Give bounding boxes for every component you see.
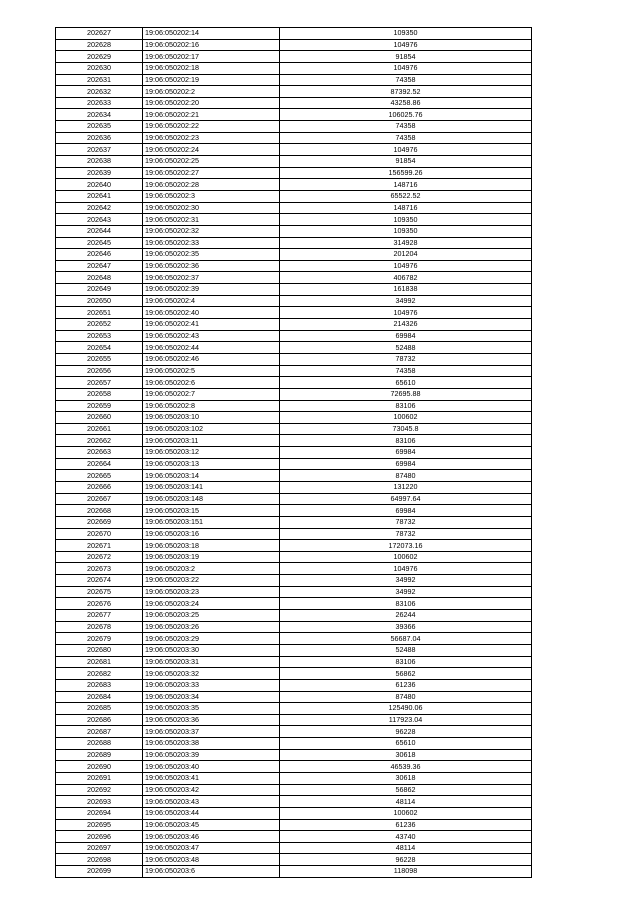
value-cell: 61236 [280,679,532,691]
table-row [56,866,532,878]
cadastral-number-cell: 19:06:050202:4 [143,295,280,307]
value-cell: 161838 [280,284,532,296]
row-number-cell: 202672 [56,551,143,563]
row-number-cell: 202686 [56,714,143,726]
cadastral-number-cell: 19:06:050203:47 [143,842,280,854]
row-number-cell: 202671 [56,540,143,552]
cadastral-number-cell: 19:06:050202:43 [143,330,280,342]
value-cell: 65522.52 [280,190,532,202]
cadastral-number-cell: 19:06:050203:2 [143,563,280,575]
value-cell: 91854 [280,156,532,168]
row-number-cell: 202643 [56,214,143,226]
value-cell: 156599.26 [280,167,532,179]
value-cell: 69984 [280,447,532,459]
value-cell: 43740 [280,831,532,843]
value-cell: 109350 [280,214,532,226]
row-number-cell: 202684 [56,691,143,703]
value-cell: 74358 [280,74,532,86]
cadastral-number-cell: 19:06:050203:6 [143,866,280,878]
table-row [56,854,532,866]
cadastral-number-cell: 19:06:050203:141 [143,481,280,493]
cadastral-number-cell: 19:06:050203:41 [143,773,280,785]
cadastral-number-cell: 19:06:050202:41 [143,319,280,331]
cadastral-number-cell: 19:06:050203:24 [143,598,280,610]
table-row [56,505,532,517]
value-cell: 72695.88 [280,388,532,400]
value-cell: 91854 [280,51,532,63]
row-number-cell: 202668 [56,505,143,517]
cadastral-number-cell: 19:06:050202:19 [143,74,280,86]
table-row [56,738,532,750]
value-cell: 87480 [280,470,532,482]
value-cell: 74358 [280,365,532,377]
value-cell: 65610 [280,377,532,389]
value-cell: 30618 [280,749,532,761]
table-row [56,144,532,156]
cadastral-number-cell: 19:06:050203:26 [143,621,280,633]
cadastral-number-cell: 19:06:050203:22 [143,575,280,587]
table-row [56,28,532,40]
cadastral-number-cell: 19:06:050202:30 [143,202,280,214]
row-number-cell: 202680 [56,644,143,656]
value-cell: 104976 [280,39,532,51]
table-row [56,214,532,226]
row-number-cell: 202633 [56,97,143,109]
value-cell: 56687.04 [280,633,532,645]
cadastral-number-cell: 19:06:050203:43 [143,796,280,808]
row-number-cell: 202656 [56,365,143,377]
cadastral-number-cell: 19:06:050202:39 [143,284,280,296]
value-cell: 34992 [280,575,532,587]
table-row [56,51,532,63]
row-number-cell: 202661 [56,423,143,435]
value-cell: 52488 [280,644,532,656]
value-cell: 73045.8 [280,423,532,435]
table-row [56,691,532,703]
value-cell: 30618 [280,773,532,785]
table-row [56,307,532,319]
cadastral-number-cell: 19:06:050203:18 [143,540,280,552]
cadastral-number-cell: 19:06:050203:102 [143,423,280,435]
table-row [56,377,532,389]
table-row [56,388,532,400]
table-row [56,749,532,761]
table-row [56,656,532,668]
cadastral-number-cell: 19:06:050202:8 [143,400,280,412]
value-cell: 39366 [280,621,532,633]
value-cell: 43258.86 [280,97,532,109]
row-number-cell: 202651 [56,307,143,319]
table-row [56,726,532,738]
row-number-cell: 202627 [56,28,143,40]
table-row [56,167,532,179]
cadastral-number-cell: 19:06:050202:7 [143,388,280,400]
cadastral-number-cell: 19:06:050202:21 [143,109,280,121]
value-cell: 61236 [280,819,532,831]
table-row [56,773,532,785]
cadastral-number-cell: 19:06:050202:37 [143,272,280,284]
value-cell: 74358 [280,121,532,133]
cadastral-number-cell: 19:06:050203:25 [143,610,280,622]
row-number-cell: 202685 [56,703,143,715]
row-number-cell: 202670 [56,528,143,540]
value-cell: 34992 [280,295,532,307]
value-cell: 87392.52 [280,86,532,98]
row-number-cell: 202641 [56,190,143,202]
value-cell: 125490.06 [280,703,532,715]
table-row [56,679,532,691]
table-row [56,97,532,109]
cadastral-number-cell: 19:06:050203:16 [143,528,280,540]
row-number-cell: 202687 [56,726,143,738]
row-number-cell: 202663 [56,447,143,459]
value-cell: 131220 [280,481,532,493]
row-number-cell: 202697 [56,842,143,854]
value-cell: 48114 [280,796,532,808]
table-row [56,284,532,296]
table-row [56,342,532,354]
row-number-cell: 202649 [56,284,143,296]
value-cell: 214326 [280,319,532,331]
value-cell: 83106 [280,598,532,610]
row-number-cell: 202634 [56,109,143,121]
cadastral-number-cell: 19:06:050202:16 [143,39,280,51]
value-cell: 46539.36 [280,761,532,773]
value-cell: 406782 [280,272,532,284]
table-row [56,423,532,435]
cadastral-number-cell: 19:06:050202:2 [143,86,280,98]
row-number-cell: 202693 [56,796,143,808]
row-number-cell: 202683 [56,679,143,691]
row-number-cell: 202630 [56,62,143,74]
value-cell: 104976 [280,563,532,575]
table-row [56,156,532,168]
value-cell: 148716 [280,202,532,214]
table-row [56,516,532,528]
table-row [56,633,532,645]
table-row [56,540,532,552]
row-number-cell: 202692 [56,784,143,796]
row-number-cell: 202653 [56,330,143,342]
value-cell: 100602 [280,551,532,563]
row-number-cell: 202644 [56,225,143,237]
table-row [56,458,532,470]
table-row [56,493,532,505]
cadastral-number-cell: 19:06:050203:14 [143,470,280,482]
table-row [56,831,532,843]
table-row [56,551,532,563]
row-number-cell: 202645 [56,237,143,249]
table-row [56,190,532,202]
cadastral-number-cell: 19:06:050203:33 [143,679,280,691]
value-cell: 172073.16 [280,540,532,552]
row-number-cell: 202646 [56,249,143,261]
row-number-cell: 202667 [56,493,143,505]
value-cell: 100602 [280,412,532,424]
value-cell: 26244 [280,610,532,622]
value-cell: 117923.04 [280,714,532,726]
value-cell: 78732 [280,528,532,540]
row-number-cell: 202664 [56,458,143,470]
cadastral-number-cell: 19:06:050203:36 [143,714,280,726]
value-cell: 148716 [280,179,532,191]
value-cell: 104976 [280,62,532,74]
value-cell: 74358 [280,132,532,144]
value-cell: 65610 [280,738,532,750]
cadastral-number-cell: 19:06:050203:42 [143,784,280,796]
table-row [56,179,532,191]
row-number-cell: 202679 [56,633,143,645]
cadastral-number-cell: 19:06:050203:48 [143,854,280,866]
cadastral-number-cell: 19:06:050202:25 [143,156,280,168]
cadastral-number-cell: 19:06:050202:36 [143,260,280,272]
cadastral-value-table [55,27,532,878]
cadastral-number-cell: 19:06:050202:3 [143,190,280,202]
table-row [56,121,532,133]
cadastral-number-cell: 19:06:050203:37 [143,726,280,738]
row-number-cell: 202681 [56,656,143,668]
value-cell: 56862 [280,784,532,796]
row-number-cell: 202674 [56,575,143,587]
table-row [56,249,532,261]
table-row [56,319,532,331]
row-number-cell: 202640 [56,179,143,191]
row-number-cell: 202666 [56,481,143,493]
cadastral-number-cell: 19:06:050203:10 [143,412,280,424]
value-cell: 109350 [280,225,532,237]
table-row [56,109,532,121]
table-row [56,528,532,540]
table-row [56,202,532,214]
table-row [56,563,532,575]
row-number-cell: 202673 [56,563,143,575]
value-cell: 83106 [280,400,532,412]
cadastral-number-cell: 19:06:050202:40 [143,307,280,319]
value-cell: 64997.64 [280,493,532,505]
table-row [56,598,532,610]
cadastral-number-cell: 19:06:050203:148 [143,493,280,505]
cadastral-number-cell: 19:06:050203:39 [143,749,280,761]
value-cell: 52488 [280,342,532,354]
table-row [56,447,532,459]
table-row [56,272,532,284]
value-cell: 56862 [280,668,532,680]
cadastral-number-cell: 19:06:050202:44 [143,342,280,354]
table-row [56,575,532,587]
cadastral-number-cell: 19:06:050202:20 [143,97,280,109]
cadastral-number-cell: 19:06:050203:44 [143,807,280,819]
row-number-cell: 202694 [56,807,143,819]
value-cell: 201204 [280,249,532,261]
table-row [56,225,532,237]
cadastral-number-cell: 19:06:050202:18 [143,62,280,74]
table-row [56,86,532,98]
cadastral-number-cell: 19:06:050203:13 [143,458,280,470]
table-row [56,842,532,854]
table-row [56,295,532,307]
row-number-cell: 202632 [56,86,143,98]
cadastral-number-cell: 19:06:050203:19 [143,551,280,563]
table-row [56,668,532,680]
cadastral-number-cell: 19:06:050202:33 [143,237,280,249]
cadastral-number-cell: 19:06:050203:38 [143,738,280,750]
cadastral-number-cell: 19:06:050203:34 [143,691,280,703]
row-number-cell: 202659 [56,400,143,412]
row-number-cell: 202637 [56,144,143,156]
row-number-cell: 202669 [56,516,143,528]
value-cell: 96228 [280,854,532,866]
value-cell: 69984 [280,505,532,517]
cadastral-number-cell: 19:06:050202:31 [143,214,280,226]
cadastral-number-cell: 19:06:050202:17 [143,51,280,63]
table-row [56,237,532,249]
value-cell: 96228 [280,726,532,738]
cadastral-number-cell: 19:06:050203:11 [143,435,280,447]
row-number-cell: 202648 [56,272,143,284]
value-cell: 106025.76 [280,109,532,121]
row-number-cell: 202678 [56,621,143,633]
row-number-cell: 202691 [56,773,143,785]
row-number-cell: 202631 [56,74,143,86]
cadastral-number-cell: 19:06:050202:23 [143,132,280,144]
row-number-cell: 202690 [56,761,143,773]
table-row [56,796,532,808]
cadastral-number-cell: 19:06:050203:40 [143,761,280,773]
row-number-cell: 202665 [56,470,143,482]
row-number-cell: 202628 [56,39,143,51]
value-cell: 100602 [280,807,532,819]
row-number-cell: 202676 [56,598,143,610]
table-row [56,703,532,715]
value-cell: 78732 [280,516,532,528]
cadastral-number-cell: 19:06:050203:151 [143,516,280,528]
table-row [56,610,532,622]
table-row [56,39,532,51]
row-number-cell: 202635 [56,121,143,133]
table-row [56,784,532,796]
value-cell: 104976 [280,307,532,319]
row-number-cell: 202652 [56,319,143,331]
table-row [56,714,532,726]
cadastral-number-cell: 19:06:050202:6 [143,377,280,389]
row-number-cell: 202682 [56,668,143,680]
table-row [56,365,532,377]
cadastral-number-cell: 19:06:050203:31 [143,656,280,668]
row-number-cell: 202696 [56,831,143,843]
cadastral-number-cell: 19:06:050202:46 [143,353,280,365]
table-row [56,62,532,74]
value-cell: 118098 [280,866,532,878]
table-row [56,435,532,447]
row-number-cell: 202636 [56,132,143,144]
cadastral-number-cell: 19:06:050202:28 [143,179,280,191]
cadastral-number-cell: 19:06:050203:29 [143,633,280,645]
table-row [56,74,532,86]
table-body [56,28,532,878]
table-row [56,481,532,493]
table-row [56,260,532,272]
row-number-cell: 202638 [56,156,143,168]
row-number-cell: 202695 [56,819,143,831]
table-row [56,807,532,819]
value-cell: 104976 [280,144,532,156]
cadastral-number-cell: 19:06:050203:45 [143,819,280,831]
cadastral-number-cell: 19:06:050203:35 [143,703,280,715]
row-number-cell: 202675 [56,586,143,598]
cadastral-number-cell: 19:06:050202:5 [143,365,280,377]
table-row [56,819,532,831]
cadastral-number-cell: 19:06:050202:24 [143,144,280,156]
table-row [56,132,532,144]
cadastral-number-cell: 19:06:050203:46 [143,831,280,843]
table-row [56,400,532,412]
table-row [56,353,532,365]
row-number-cell: 202677 [56,610,143,622]
cadastral-number-cell: 19:06:050202:27 [143,167,280,179]
value-cell: 87480 [280,691,532,703]
row-number-cell: 202629 [56,51,143,63]
value-cell: 48114 [280,842,532,854]
row-number-cell: 202642 [56,202,143,214]
cadastral-number-cell: 19:06:050203:30 [143,644,280,656]
value-cell: 34992 [280,586,532,598]
row-number-cell: 202647 [56,260,143,272]
cadastral-number-cell: 19:06:050203:15 [143,505,280,517]
row-number-cell: 202650 [56,295,143,307]
value-cell: 69984 [280,458,532,470]
cadastral-number-cell: 19:06:050203:12 [143,447,280,459]
row-number-cell: 202698 [56,854,143,866]
cadastral-number-cell: 19:06:050202:32 [143,225,280,237]
value-cell: 104976 [280,260,532,272]
value-cell: 314928 [280,237,532,249]
row-number-cell: 202657 [56,377,143,389]
table-row [56,470,532,482]
row-number-cell: 202688 [56,738,143,750]
value-cell: 83106 [280,435,532,447]
row-number-cell: 202662 [56,435,143,447]
cadastral-number-cell: 19:06:050202:14 [143,28,280,40]
value-cell: 78732 [280,353,532,365]
cadastral-number-cell: 19:06:050202:22 [143,121,280,133]
table-row [56,761,532,773]
row-number-cell: 202660 [56,412,143,424]
value-cell: 69984 [280,330,532,342]
row-number-cell: 202658 [56,388,143,400]
row-number-cell: 202689 [56,749,143,761]
table-row [56,621,532,633]
row-number-cell: 202639 [56,167,143,179]
value-cell: 109350 [280,28,532,40]
table-row [56,644,532,656]
value-cell: 83106 [280,656,532,668]
row-number-cell: 202654 [56,342,143,354]
cadastral-number-cell: 19:06:050202:35 [143,249,280,261]
table-row [56,586,532,598]
cadastral-number-cell: 19:06:050203:32 [143,668,280,680]
table-row [56,330,532,342]
table-row [56,412,532,424]
row-number-cell: 202699 [56,866,143,878]
row-number-cell: 202655 [56,353,143,365]
cadastral-number-cell: 19:06:050203:23 [143,586,280,598]
